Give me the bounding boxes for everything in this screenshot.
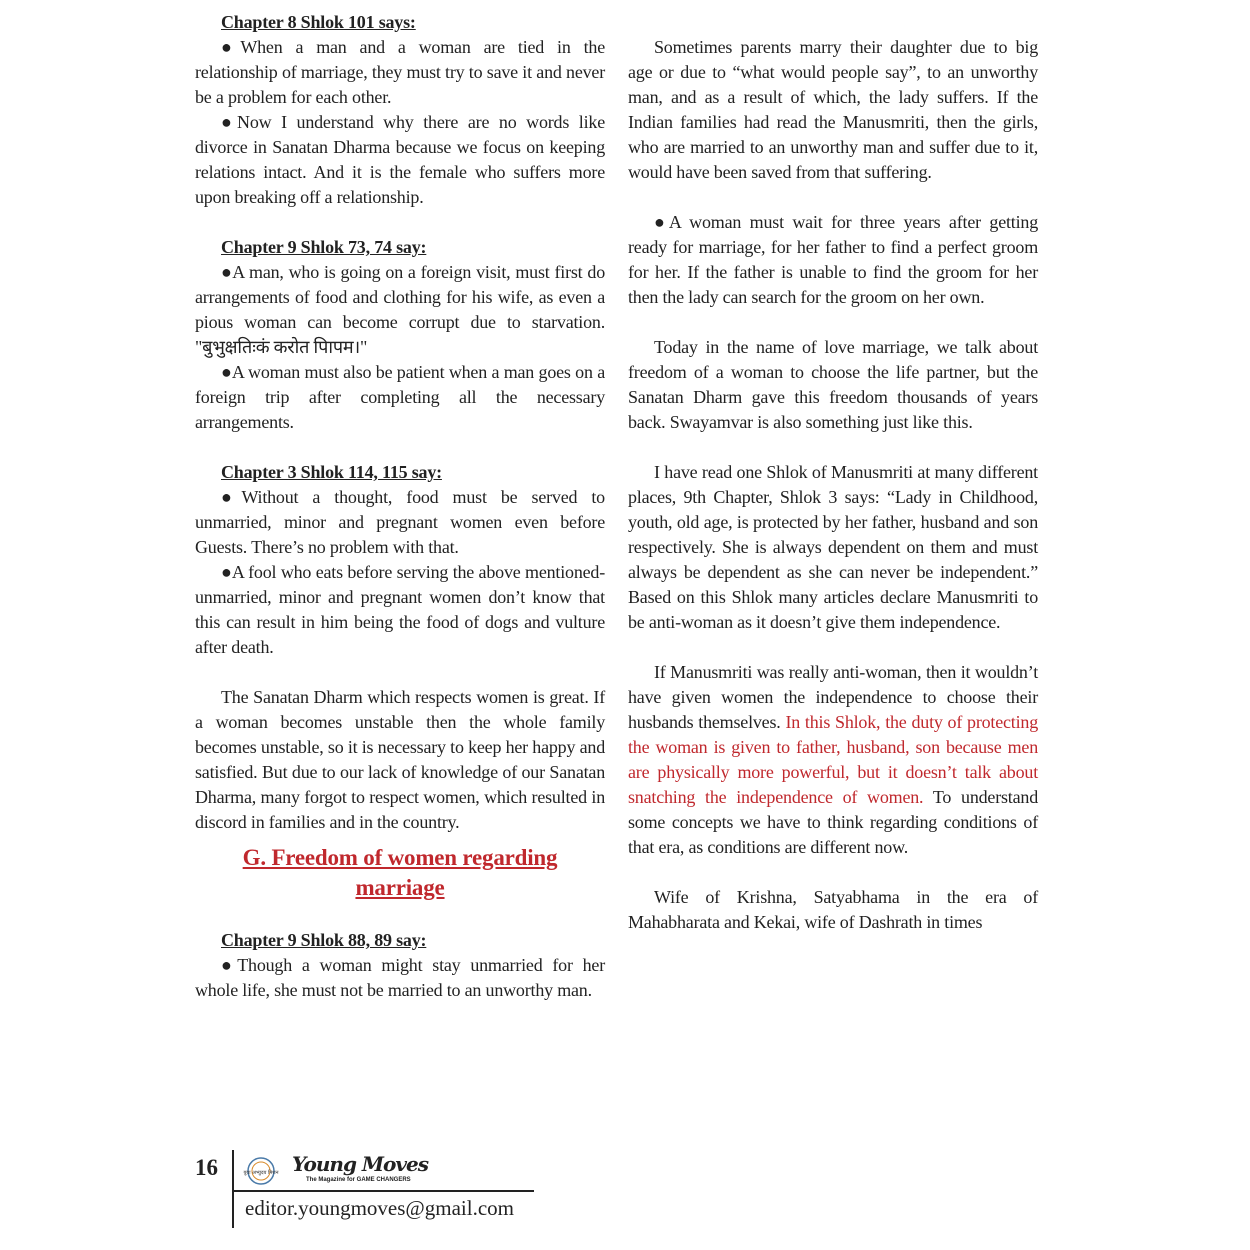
footer-divider <box>232 1150 234 1228</box>
paragraph: ●When a man and a woman are tied in the relationship of marriage, they must try to save it and never be a problem for each other. <box>195 37 605 107</box>
paragraph: ●Without a thought, food must be served to unmarried, minor and pregnant women even before Guests. There’s no problem with that. <box>195 487 605 557</box>
paragraph: I have read one Shlok of Manusmriti at many different places, 9th Chapter, Shlok 3 says: “Lady in Childhood, youth, old age, is protected by her father, husband and son respectively. She is always dependent on them and must always be dependent as she can never be independent.” Based on this Shlok many articles declare Manusmriti to be anti-woman as it doesn’t give them independence. <box>628 462 1038 632</box>
paragraph: ●Though a woman might stay unmarried for her whole life, she must not be married to an unworthy man. <box>195 955 605 1000</box>
emblem-text: युवा अभ्युदय मिशन <box>243 1170 279 1176</box>
paragraph: ●A woman must also be patient when a man goes on a foreign trip after completing all the necessary arrangements. <box>195 362 605 432</box>
paragraph-text: If Manusmriti was really anti-woman, then it wouldn’t have given women the independence to choose their husbands themselves. <box>628 662 1038 732</box>
paragraph: The Sanatan Dharm which respects women is great. If a woman becomes unstable then the whole family becomes unstable, so it is necessary to keep her happy and satisfied. But due to our lack of knowledge of our Sanatan Dharma, many forgot to respect women, which resulted in discord in families and in the country. <box>195 687 605 832</box>
paragraph: ●Now I understand why there are no words like divorce in Sanatan Dharma because we focus on keeping relations intact. And it is the female who suffers more upon breaking off a relationship. <box>195 112 605 207</box>
paragraph: ●A man, who is going on a foreign visit, must first do arrangements of food and clothing for his wife, as even a pious woman can become corrupt due to starvation. "बुभुक्षतिःकं करोत पिापम।" <box>195 262 605 357</box>
highlighted-text: In this Shlok, the duty of protecting the woman is given to father, husband, son because men are physically more powerful, but it doesn’t talk about snatching the independence of women. <box>628 712 1039 807</box>
right-column <box>628 10 1038 935</box>
brand-tagline: The Magazine for GAME CHANGERS <box>306 1177 411 1183</box>
chapter-heading: Chapter 9 Shlok 88, 89 say: <box>221 930 427 950</box>
footer-divider <box>234 1190 534 1192</box>
paragraph: Wife of Krishna, Satyabhama in the era of Mahabharata and Kekai, wife of Dashrath in times <box>628 887 1038 932</box>
chapter-heading: Chapter 8 Shlok 101 says: <box>221 12 416 32</box>
paragraph: ●A fool who eats before serving the above mentioned- unmarried, minor and pregnant women don’t know that this can result in him being the food of dogs and vulture after death. <box>195 562 605 657</box>
left-column <box>195 10 605 1003</box>
page-number: 16 <box>195 1155 218 1180</box>
chapter-heading: Chapter 9 Shlok 73, 74 say: <box>221 237 427 257</box>
paragraph: Sometimes parents marry their daughter due to big age or due to “what would people say”, to an unworthy man, and as a result of which, the lady suffers. If the Indian families had read the Manusmriti, then the girls, who are married to an unworthy man and suffer due to it, would have been saved from that suffering. <box>628 37 1038 182</box>
section-title-line: G. Freedom of women regarding <box>242 845 558 870</box>
section-title <box>195 843 605 903</box>
paragraph: Today in the name of love marriage, we talk about freedom of a woman to choose the life partner, but the Sanatan Dharm gave this freedom thousands of years back. Swayamvar is also something just like this. <box>628 337 1038 432</box>
paragraph: ●A woman must wait for three years after getting ready for marriage, for her father to find a perfect groom for her. If the father is unable to find the groom for her then the lady can search for the groom on her own. <box>628 212 1038 307</box>
paragraph-text: To understand some concepts we have to think regarding conditions of that era, as conditions are different now. <box>628 787 1038 857</box>
chapter-heading: Chapter 3 Shlok 114, 115 say: <box>221 462 442 482</box>
section-title-line: marriage <box>355 875 445 900</box>
emblem-logo <box>243 1156 279 1186</box>
brand-logo: Young Moves <box>292 1152 428 1176</box>
editor-email[interactable]: editor.youngmoves@gmail.com <box>245 1196 514 1220</box>
paragraph <box>628 660 1038 860</box>
